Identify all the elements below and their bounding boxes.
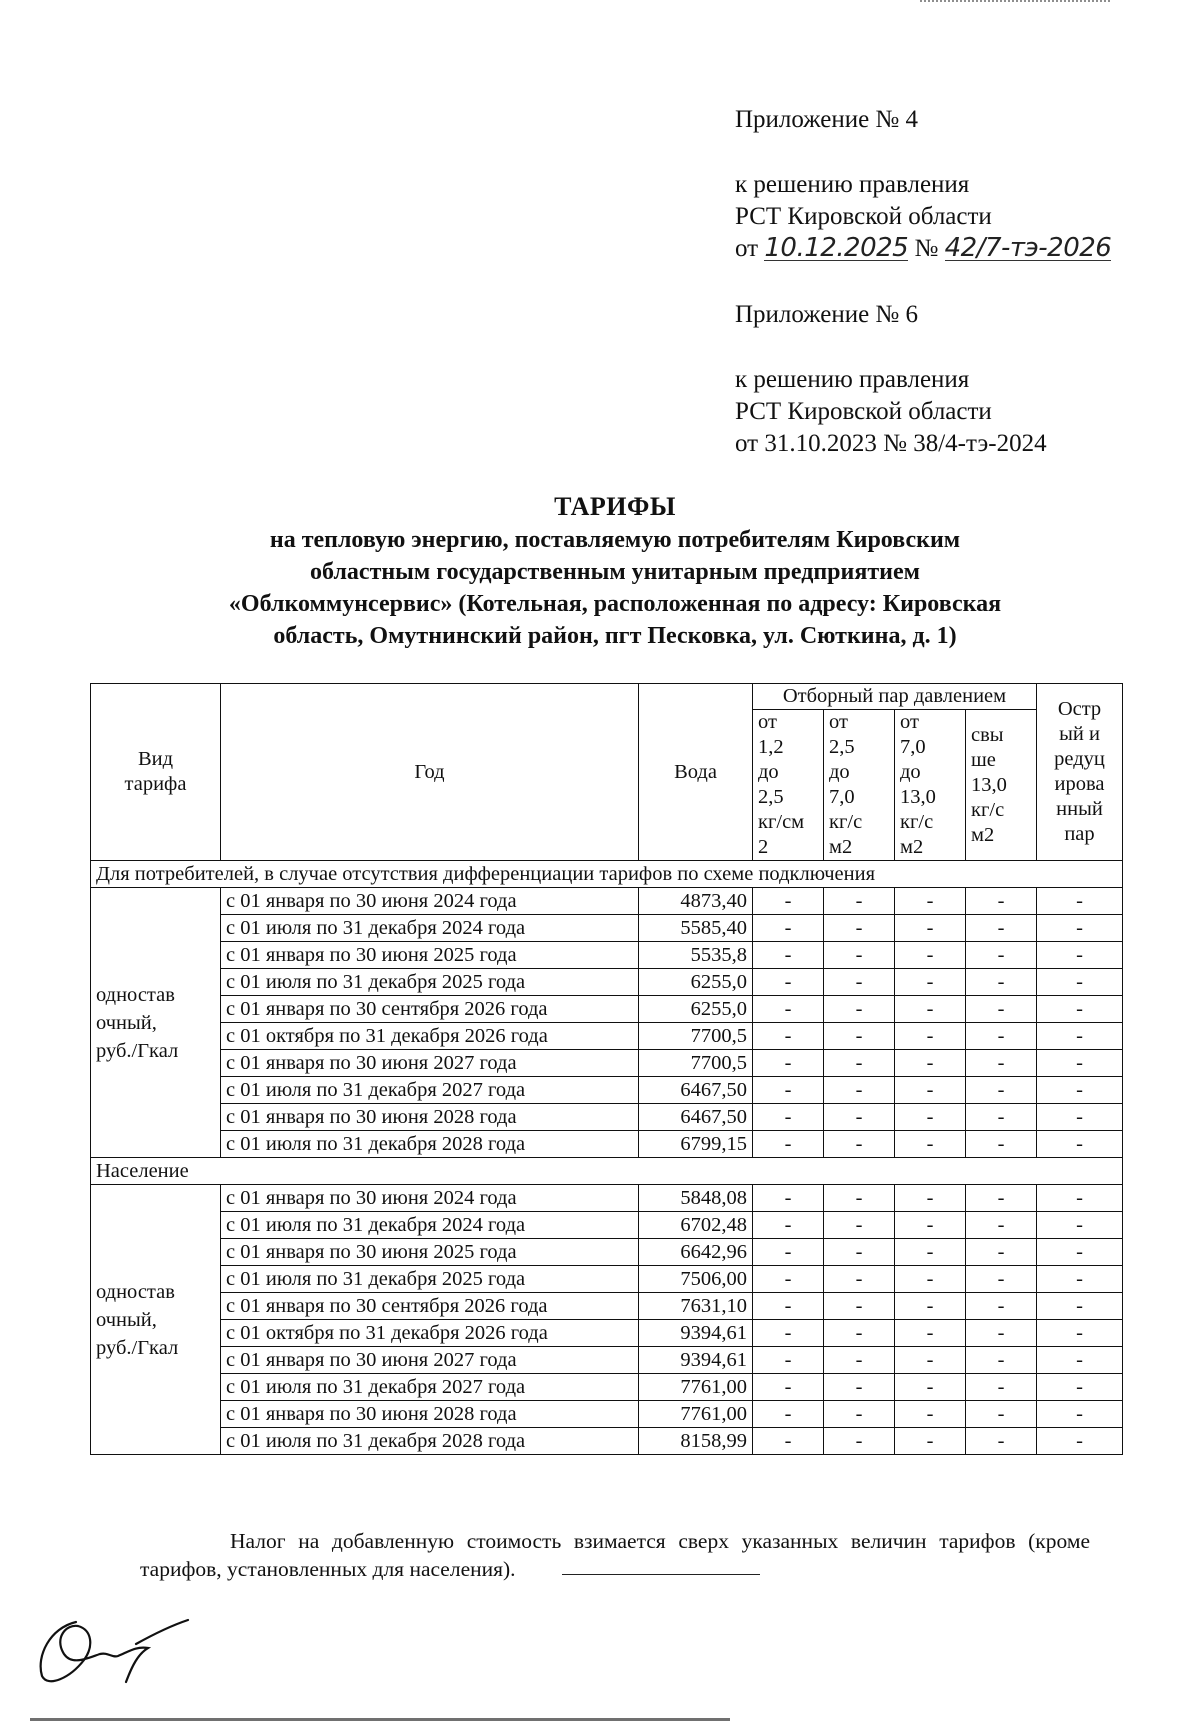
header-steam-group: Отборный пар давлением: [753, 684, 1037, 710]
empty-value-cell: -: [1037, 1374, 1123, 1401]
period-cell: с 01 января по 30 июня 2024 года: [221, 888, 639, 915]
empty-value-cell: -: [824, 1185, 895, 1212]
empty-value-cell: -: [1037, 1320, 1123, 1347]
empty-value-cell: -: [824, 996, 895, 1023]
tariff-table-body: [91, 861, 1123, 1455]
empty-value-cell: -: [753, 942, 824, 969]
header-water: Вода: [639, 684, 753, 861]
empty-value-cell: -: [753, 1131, 824, 1158]
tariff-type-line: руб./Гкал: [96, 1039, 179, 1062]
empty-value-cell: -: [1037, 1050, 1123, 1077]
empty-value-cell: -: [895, 1212, 966, 1239]
period-cell: с 01 октября по 31 декабря 2026 года: [221, 1320, 639, 1347]
empty-value-cell: -: [966, 1347, 1037, 1374]
header-line: м2: [971, 823, 995, 846]
table-row: [91, 1293, 1123, 1320]
header-line: тарифа: [124, 773, 187, 795]
empty-value-cell: -: [895, 1185, 966, 1212]
water-value-cell: 6702,48: [639, 1212, 753, 1239]
document-heading: [150, 490, 1080, 652]
empty-value-cell: -: [966, 969, 1037, 996]
empty-value-cell: -: [753, 1023, 824, 1050]
empty-value-cell: -: [1037, 1347, 1123, 1374]
table-row: [91, 1401, 1123, 1428]
empty-value-cell: -: [966, 1104, 1037, 1131]
empty-value-cell: -: [824, 888, 895, 915]
empty-value-cell: -: [966, 1401, 1037, 1428]
header-steam-1: [753, 710, 824, 861]
period-cell: с 01 января по 30 июня 2025 года: [221, 1239, 639, 1266]
empty-value-cell: -: [895, 1239, 966, 1266]
period-cell: с 01 июля по 31 декабря 2028 года: [221, 1131, 639, 1158]
empty-value-cell: -: [824, 1401, 895, 1428]
empty-value-cell: -: [753, 1428, 824, 1455]
water-value-cell: 7761,00: [639, 1374, 753, 1401]
water-value-cell: 5585,40: [639, 915, 753, 942]
header-line: кг/с: [829, 811, 863, 833]
empty-value-cell: -: [895, 942, 966, 969]
appendix-6-line2: РСТ Кировской области: [735, 398, 992, 425]
appendix-6-line1: к решению правления: [735, 366, 970, 393]
heading-line-4: область, Омутнинский район, пгт Песковка, ул. Сюткина, д. 1): [273, 623, 957, 649]
table-row: [91, 888, 1123, 915]
empty-value-cell: -: [966, 1374, 1037, 1401]
empty-value-cell: -: [895, 1320, 966, 1347]
empty-value-cell: -: [824, 1212, 895, 1239]
table-row: [91, 1185, 1123, 1212]
empty-value-cell: -: [895, 1131, 966, 1158]
empty-value-cell: -: [753, 1104, 824, 1131]
empty-value-cell: -: [1037, 1131, 1123, 1158]
table-row: [91, 1104, 1123, 1131]
table-row: [91, 1212, 1123, 1239]
scan-artifact: [920, 0, 1110, 8]
empty-value-cell: -: [753, 1185, 824, 1212]
heading-line-1: на тепловую энергию, поставляемую потребителям Кировским: [269, 527, 961, 553]
period-cell: с 01 января по 30 июня 2028 года: [221, 1104, 639, 1131]
number-prefix: №: [914, 235, 939, 262]
empty-value-cell: -: [753, 915, 824, 942]
empty-value-cell: -: [966, 1320, 1037, 1347]
empty-value-cell: -: [1037, 915, 1123, 942]
empty-value-cell: -: [753, 1266, 824, 1293]
header-line: ый и: [1059, 723, 1100, 745]
water-value-cell: 5848,08: [639, 1185, 753, 1212]
empty-value-cell: -: [895, 1266, 966, 1293]
empty-value-cell: -: [966, 915, 1037, 942]
scan-artifact: [30, 1712, 730, 1721]
empty-value-cell: -: [1037, 1212, 1123, 1239]
table-row: [91, 1428, 1123, 1455]
table-row: [91, 1239, 1123, 1266]
empty-value-cell: -: [1037, 996, 1123, 1023]
tariff-type-line: очный,: [96, 1308, 157, 1331]
header-hot-steam: [1037, 684, 1123, 861]
empty-value-cell: -: [753, 996, 824, 1023]
empty-value-cell: -: [824, 1023, 895, 1050]
period-cell: с 01 июля по 31 декабря 2028 года: [221, 1428, 639, 1455]
header-line: 7,0: [829, 786, 855, 808]
empty-value-cell: -: [753, 1320, 824, 1347]
period-cell: с 01 января по 30 июня 2027 года: [221, 1347, 639, 1374]
header-line: 13,0: [900, 786, 936, 808]
water-value-cell: 6255,0: [639, 969, 753, 996]
water-value-cell: 6255,0: [639, 996, 753, 1023]
header-line: м2: [900, 836, 924, 858]
table-row: [91, 1374, 1123, 1401]
appendix-4-line2: РСТ Кировской области: [735, 203, 992, 230]
empty-value-cell: -: [895, 1374, 966, 1401]
empty-value-cell: -: [966, 942, 1037, 969]
empty-value-cell: -: [895, 888, 966, 915]
empty-value-cell: -: [1037, 942, 1123, 969]
heading-line-3: «Облкоммунсервис» (Котельная, расположенная по адресу: Кировская: [228, 591, 1002, 617]
header-steam-3: [895, 710, 966, 861]
header-line: редуц: [1054, 748, 1105, 770]
header-line: от: [829, 711, 848, 733]
tariff-type-line: одностав: [96, 983, 175, 1006]
empty-value-cell: -: [824, 1266, 895, 1293]
empty-value-cell: -: [966, 1239, 1037, 1266]
period-cell: с 01 января по 30 июня 2024 года: [221, 1185, 639, 1212]
header-line: 2,5: [829, 736, 855, 758]
empty-value-cell: -: [966, 1185, 1037, 1212]
header-line: 13,0: [971, 773, 1007, 796]
handwritten-date: 10.12.2025: [764, 233, 909, 263]
appendix-6-title: Приложение № 6: [735, 301, 919, 328]
empty-value-cell: -: [966, 1077, 1037, 1104]
section-title: Население: [91, 1158, 1123, 1185]
header-steam-4: [966, 710, 1037, 861]
header-line: Остр: [1057, 698, 1102, 720]
header-line: кг/см: [758, 811, 805, 833]
appendix-4-line3: [735, 233, 1155, 265]
empty-value-cell: -: [824, 1131, 895, 1158]
appendix-4-block: [735, 104, 1155, 265]
empty-value-cell: -: [895, 1401, 966, 1428]
empty-value-cell: -: [895, 1428, 966, 1455]
empty-value-cell: -: [753, 888, 824, 915]
water-value-cell: 8158,99: [639, 1428, 753, 1455]
empty-value-cell: -: [1037, 888, 1123, 915]
from-prefix: от: [735, 235, 759, 262]
table-row: [91, 996, 1123, 1023]
water-value-cell: 7506,00: [639, 1266, 753, 1293]
empty-value-cell: -: [753, 1374, 824, 1401]
header-line: 7,0: [900, 736, 926, 758]
vat-footnote: Налог на добавленную стоимость взимается сверх указанных величин тарифов (кроме тарифов, установленных для населения).: [140, 1529, 1090, 1581]
header-line: 1,2: [758, 736, 784, 758]
empty-value-cell: -: [966, 1023, 1037, 1050]
empty-value-cell: -: [895, 1104, 966, 1131]
tariff-type-line: очный,: [96, 1011, 157, 1034]
empty-value-cell: -: [753, 1293, 824, 1320]
empty-value-cell: -: [753, 1077, 824, 1104]
empty-value-cell: -: [1037, 1239, 1123, 1266]
water-value-cell: 5535,8: [639, 942, 753, 969]
header-year: Год: [221, 684, 639, 861]
empty-value-cell: -: [824, 969, 895, 996]
header-line: 2: [758, 836, 769, 858]
period-cell: с 01 июля по 31 декабря 2027 года: [221, 1374, 639, 1401]
empty-value-cell: -: [824, 915, 895, 942]
empty-value-cell: -: [966, 1293, 1037, 1320]
empty-value-cell: -: [824, 1374, 895, 1401]
water-value-cell: 6467,50: [639, 1104, 753, 1131]
empty-value-cell: -: [753, 1239, 824, 1266]
water-value-cell: 6799,15: [639, 1131, 753, 1158]
heading-line-2: областным государственным унитарным предприятием: [310, 559, 920, 585]
empty-value-cell: -: [895, 1050, 966, 1077]
handwritten-number: 42/7-тэ-2026: [944, 233, 1112, 263]
empty-value-cell: -: [824, 1428, 895, 1455]
empty-value-cell: -: [966, 1131, 1037, 1158]
header-line: ирова: [1054, 773, 1105, 795]
header-line: м2: [829, 836, 853, 858]
table-row: [91, 1347, 1123, 1374]
appendix-6-block: [735, 299, 1155, 460]
header-line: до: [829, 761, 850, 783]
empty-value-cell: -: [824, 1347, 895, 1374]
empty-value-cell: -: [966, 1428, 1037, 1455]
header-steam-2: [824, 710, 895, 861]
empty-value-cell: -: [895, 1347, 966, 1374]
appendix-6-line3: от 31.10.2023 № 38/4-тэ-2024: [735, 430, 1047, 457]
section-row: [91, 861, 1123, 888]
table-row: [91, 942, 1123, 969]
table-row: [91, 1077, 1123, 1104]
empty-value-cell: -: [824, 1050, 895, 1077]
tariff-type-cell: [91, 888, 221, 1158]
empty-value-cell: -: [824, 1293, 895, 1320]
appendix-4-line1: к решению правления: [735, 171, 970, 198]
empty-value-cell: -: [824, 942, 895, 969]
period-cell: с 01 июля по 31 декабря 2024 года: [221, 1212, 639, 1239]
period-cell: с 01 января по 30 сентября 2026 года: [221, 996, 639, 1023]
empty-value-cell: -: [1037, 1077, 1123, 1104]
period-cell: с 01 января по 30 июня 2028 года: [221, 1401, 639, 1428]
empty-value-cell: -: [824, 1104, 895, 1131]
divider-line: [562, 1574, 760, 1575]
water-value-cell: 7631,10: [639, 1293, 753, 1320]
water-value-cell: 9394,61: [639, 1320, 753, 1347]
appendix-4-title: Приложение № 4: [735, 106, 919, 133]
empty-value-cell: -: [1037, 1185, 1123, 1212]
period-cell: с 01 июля по 31 декабря 2025 года: [221, 1266, 639, 1293]
header-line: нный: [1056, 798, 1103, 820]
table-row: [91, 915, 1123, 942]
period-cell: с 01 января по 30 июня 2027 года: [221, 1050, 639, 1077]
table-row: [91, 1131, 1123, 1158]
table-row: [91, 1050, 1123, 1077]
header-line: Вид: [137, 748, 174, 770]
header-line: ше: [971, 748, 996, 771]
empty-value-cell: -: [824, 1320, 895, 1347]
period-cell: с 01 июля по 31 декабря 2025 года: [221, 969, 639, 996]
table-row: [91, 969, 1123, 996]
empty-value-cell: -: [1037, 1023, 1123, 1050]
header-line: кг/с: [900, 811, 934, 833]
empty-value-cell: -: [1037, 969, 1123, 996]
tariff-type-cell: [91, 1185, 221, 1455]
table-row: [91, 1320, 1123, 1347]
period-cell: с 01 октября по 31 декабря 2026 года: [221, 1023, 639, 1050]
header-line: пар: [1064, 823, 1095, 845]
period-cell: с 01 января по 30 сентября 2026 года: [221, 1293, 639, 1320]
empty-value-cell: -: [824, 1239, 895, 1266]
water-value-cell: 7761,00: [639, 1401, 753, 1428]
water-value-cell: 4873,40: [639, 888, 753, 915]
tariff-type-line: одностав: [96, 1280, 175, 1303]
empty-value-cell: -: [1037, 1401, 1123, 1428]
header-line: от: [900, 711, 919, 733]
section-row: [91, 1158, 1123, 1185]
empty-value-cell: -: [895, 915, 966, 942]
period-cell: с 01 июля по 31 декабря 2024 года: [221, 915, 639, 942]
empty-value-cell: -: [895, 1023, 966, 1050]
page-title: ТАРИФЫ: [554, 492, 676, 521]
empty-value-cell: -: [1037, 1266, 1123, 1293]
water-value-cell: 6467,50: [639, 1077, 753, 1104]
empty-value-cell: -: [895, 996, 966, 1023]
empty-value-cell: -: [966, 1266, 1037, 1293]
water-value-cell: 9394,61: [639, 1347, 753, 1374]
empty-value-cell: -: [895, 1293, 966, 1320]
period-cell: с 01 июля по 31 декабря 2027 года: [221, 1077, 639, 1104]
table-row: [91, 1023, 1123, 1050]
table-row: [91, 1266, 1123, 1293]
header-line: до: [900, 761, 921, 783]
empty-value-cell: -: [753, 1050, 824, 1077]
empty-value-cell: -: [966, 1212, 1037, 1239]
empty-value-cell: -: [895, 1077, 966, 1104]
header-line: кг/с: [971, 798, 1005, 821]
empty-value-cell: -: [824, 1077, 895, 1104]
empty-value-cell: -: [966, 888, 1037, 915]
empty-value-cell: -: [753, 1347, 824, 1374]
header-line: свы: [971, 723, 1004, 746]
tariff-table: [90, 683, 1123, 1455]
water-value-cell: 7700,5: [639, 1023, 753, 1050]
header-tariff-type: [91, 684, 221, 861]
signature: [28, 1608, 198, 1690]
empty-value-cell: -: [1037, 1104, 1123, 1131]
empty-value-cell: -: [753, 1401, 824, 1428]
header-line: 2,5: [758, 786, 784, 808]
header-line: от: [758, 711, 777, 733]
empty-value-cell: -: [966, 996, 1037, 1023]
empty-value-cell: -: [753, 1212, 824, 1239]
empty-value-cell: -: [966, 1050, 1037, 1077]
tariff-type-line: руб./Гкал: [96, 1336, 179, 1359]
period-cell: с 01 января по 30 июня 2025 года: [221, 942, 639, 969]
empty-value-cell: -: [753, 969, 824, 996]
water-value-cell: 7700,5: [639, 1050, 753, 1077]
header-line: до: [758, 761, 779, 783]
section-title: Для потребителей, в случае отсутствия дифференциации тарифов по схеме подключения: [91, 861, 1123, 888]
water-value-cell: 6642,96: [639, 1239, 753, 1266]
empty-value-cell: -: [1037, 1293, 1123, 1320]
empty-value-cell: -: [895, 969, 966, 996]
empty-value-cell: -: [1037, 1428, 1123, 1455]
